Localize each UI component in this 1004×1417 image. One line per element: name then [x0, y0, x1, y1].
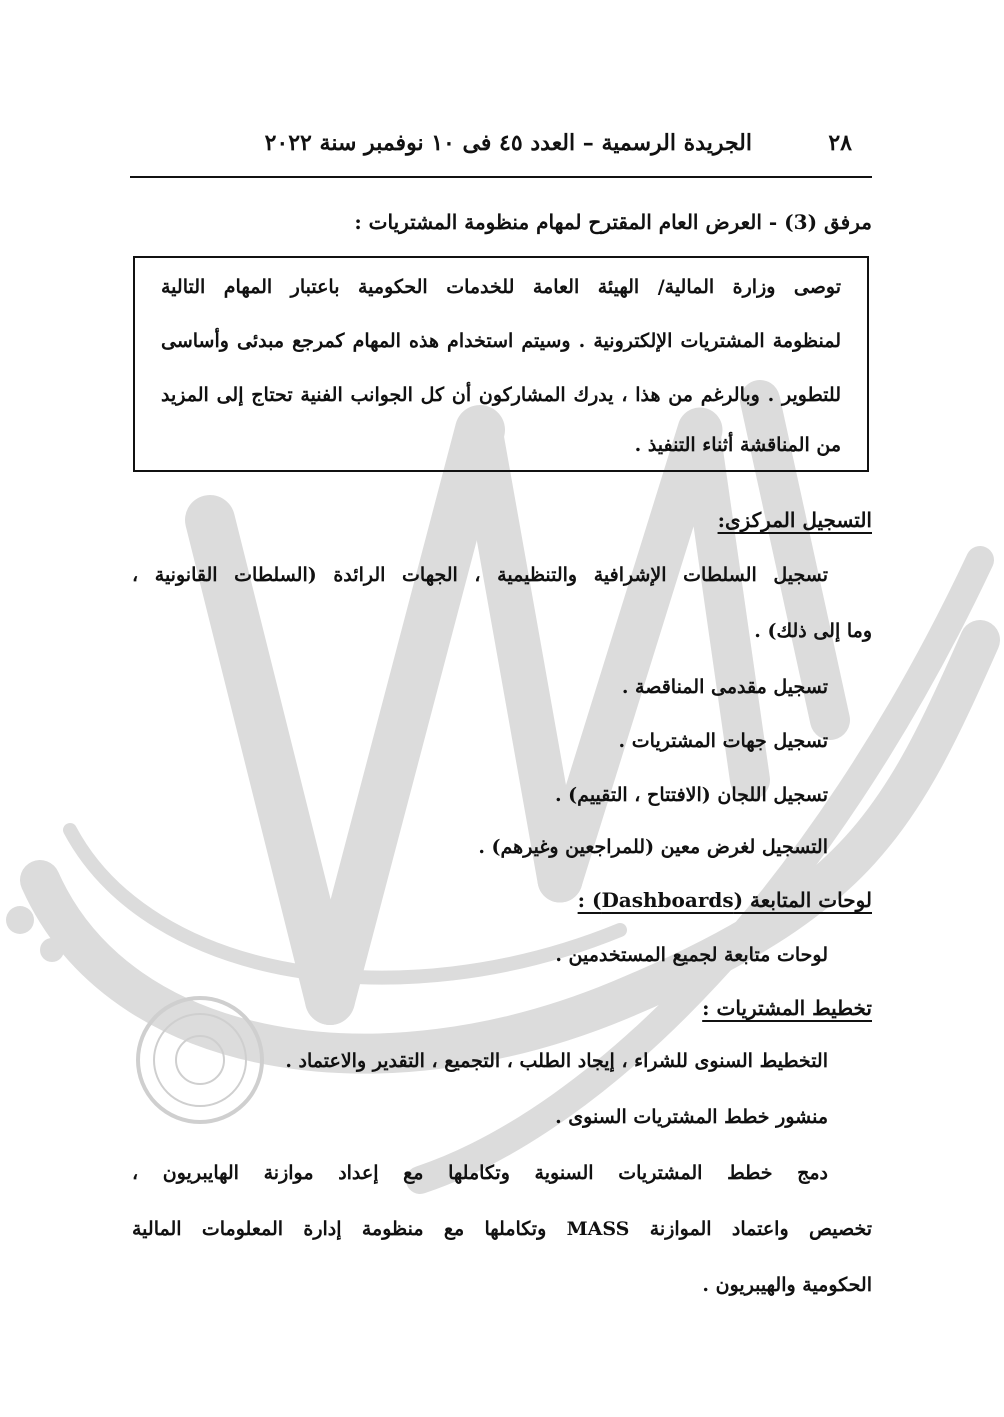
- registration-item-continued: وما إلى ذلك) .: [754, 620, 872, 642]
- page-number: ٢٨: [828, 130, 852, 156]
- section-heading-procurement-planning: تخطيط المشتريات :: [702, 996, 872, 1020]
- intro-line: للتطوير . وبالرغم من هذا ، يدرك المشاركون أن كل الجوانب الفنية تحتاج إلى المزيد: [161, 384, 841, 406]
- planning-item: منشور خطط المشتريات السنوى .: [555, 1106, 828, 1128]
- intro-line: توصى وزارة المالية/ الهيئة العامة للخدمات الحكومية باعتبار المهام التالية: [161, 276, 841, 298]
- planning-paragraph-line: تخصيص واعتماد الموازنة MASS وتكاملها مع منظومة إدارة المعلومات المالية: [132, 1218, 872, 1240]
- intro-box: [133, 256, 869, 472]
- dashboard-item: لوحات متابعة لجميع المستخدمين .: [555, 944, 828, 966]
- intro-line: من المناقشة أثناء التنفيذ .: [634, 434, 841, 456]
- section-heading-dashboards: لوحات المتابعة (Dashboards) :: [577, 888, 872, 912]
- section-heading-central-registration: التسجيل المركزى:: [717, 508, 872, 532]
- registration-item: التسجيل لغرض معين (للمراجعين وغيرهم) .: [478, 836, 828, 858]
- planning-paragraph-line: الحكومية والهيبريون .: [702, 1274, 872, 1296]
- annex-title: مرفق (3) - العرض العام المقترح لمهام منظومة المشتريات :: [354, 210, 872, 234]
- registration-item: تسجيل جهات المشتريات .: [618, 730, 828, 752]
- registration-item: تسجيل السلطات الإشرافية والتنظيمية ، الجهات الرائدة (السلطات القانونية ،: [132, 564, 828, 586]
- registration-item: تسجيل مقدمى المناقصة .: [621, 676, 828, 698]
- page-header: [130, 126, 872, 166]
- planning-item: التخطيط السنوى للشراء ، إيجاد الطلب ، التجميع ، التقدير والاعتماد .: [285, 1050, 828, 1072]
- planning-paragraph-line: دمج خطط المشتريات السنوية وتكاملها مع إعداد موازنة الهايبريون ،: [132, 1162, 828, 1184]
- gazette-title: الجريدة الرسمية – العدد ٤٥ فى ١٠ نوفمبر سنة ٢٠٢٢: [264, 130, 752, 156]
- registration-item: تسجيل اللجان (الافتتاح ، التقييم) .: [554, 784, 828, 806]
- intro-line: لمنظومة المشتريات الإلكترونية . وسيتم استخدام هذه المهام كمرجع مبدئى وأساسى: [161, 330, 841, 352]
- header-divider: [130, 176, 872, 178]
